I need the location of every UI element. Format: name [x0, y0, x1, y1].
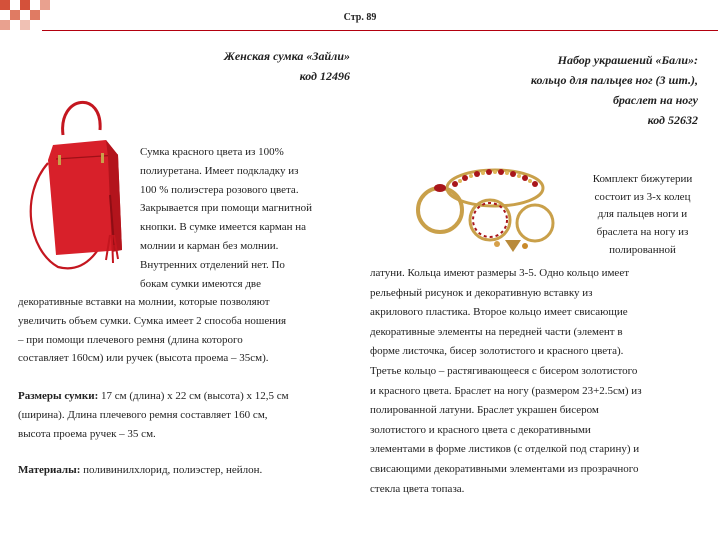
text-line: Закрывается при помощи магнитной — [140, 202, 312, 215]
text-line: кнопки. В сумке имеется карман на — [140, 221, 307, 234]
text-line: браслета на ногу из — [596, 226, 689, 239]
bag-description — [140, 143, 355, 293]
bag-code: код 12496 — [299, 69, 350, 83]
text-line: составляет 160см) или ручек (высота проема – 35см). — [18, 352, 269, 365]
text-line: элементами в форме листиков (с отделкой под старину) и — [370, 443, 640, 456]
text-line: 100 % полиэстера розового цвета. — [140, 183, 299, 196]
jewelry-title-line: Набор украшений «Бали»: — [557, 53, 698, 67]
text-line: свисающими декоративными элементами из прозрачного — [370, 462, 639, 475]
text-line: акрилового пластика. Второе кольцо имеет свисающие — [370, 306, 628, 319]
text-line: увеличить объем сумки. Сумка имеет 2 способа ношения — [18, 314, 287, 327]
text-line: для пальцев ноги и — [597, 208, 688, 221]
text-line: молнии и карман без молнии. — [140, 239, 279, 252]
text-line: Комплект бижутерии — [592, 173, 693, 185]
text-line: полиуретана. Имеет подкладку из — [140, 164, 299, 177]
text-line: полированной — [609, 243, 676, 256]
text-line: Внутренних отделений нет. По — [140, 258, 285, 271]
jewelry-description — [580, 171, 705, 260]
text-line: форме листочка, бисер золотистого и красного цвета). — [370, 345, 624, 358]
text-line: декоративные элементы на передней части (элемент в — [370, 325, 623, 338]
jewelry-description-continued — [370, 264, 708, 499]
text-line: высота проема ручек – 35 см. — [18, 427, 156, 440]
text-line: Третье кольцо – растягивающееся с бисером золотистого — [370, 364, 638, 377]
text-line: (ширина). Длина плечевого ремня составляет 160 см, — [18, 408, 268, 421]
text-line: – при помощи плечевого ремня (длина которого — [18, 333, 243, 346]
text-line: Сумка красного цвета из 100% — [140, 146, 284, 158]
text-line: и красного цвета. Браслет на ногу (размером 23+2.5см) из — [370, 384, 642, 397]
bag-title-line: Женская сумка «Зайли» — [223, 49, 350, 63]
text-line: стекла цвета топаза. — [370, 482, 465, 495]
text-line: рельефный рисунок и декоративную вставку из — [370, 286, 593, 299]
page-number: Стр. 89 — [343, 12, 377, 23]
text-line: состоит из 3-х колец — [594, 190, 691, 203]
bag-materials — [18, 461, 363, 480]
header-rule — [42, 30, 718, 31]
text-line: бокам сумки имеются две — [140, 277, 261, 290]
bag-description-continued — [18, 293, 363, 368]
jewelry-title — [480, 50, 698, 130]
jewelry-code: код 52632 — [647, 113, 698, 127]
text-line: золотистого и красного цвета с декоративными — [370, 423, 591, 436]
text-line: 17 см (длина) х 22 см (высота) х 12,5 см — [98, 390, 289, 402]
materials-text: поливинилхлорид, полиэстер, нейлон. — [80, 464, 263, 476]
text-line: полированной латуни. Браслет украшен бисером — [370, 404, 599, 417]
bag-title — [170, 46, 350, 86]
jewelry-title-line: кольцо для пальцев ног (3 шт.), — [530, 73, 698, 87]
bag-sizes — [18, 387, 363, 443]
text-line: декоративные вставки на молнии, которые позволяют — [18, 296, 270, 308]
text-line: латуни. Кольца имеют размеры 3-5. Одно кольцо имеет — [370, 267, 630, 279]
materials-label: Материалы: — [18, 464, 81, 476]
sizes-label: Размеры сумки: — [18, 390, 99, 402]
red-handbag-image — [18, 85, 138, 275]
jewelry-set-image — [385, 148, 565, 258]
jewelry-title-line: браслет на ногу — [612, 93, 698, 107]
